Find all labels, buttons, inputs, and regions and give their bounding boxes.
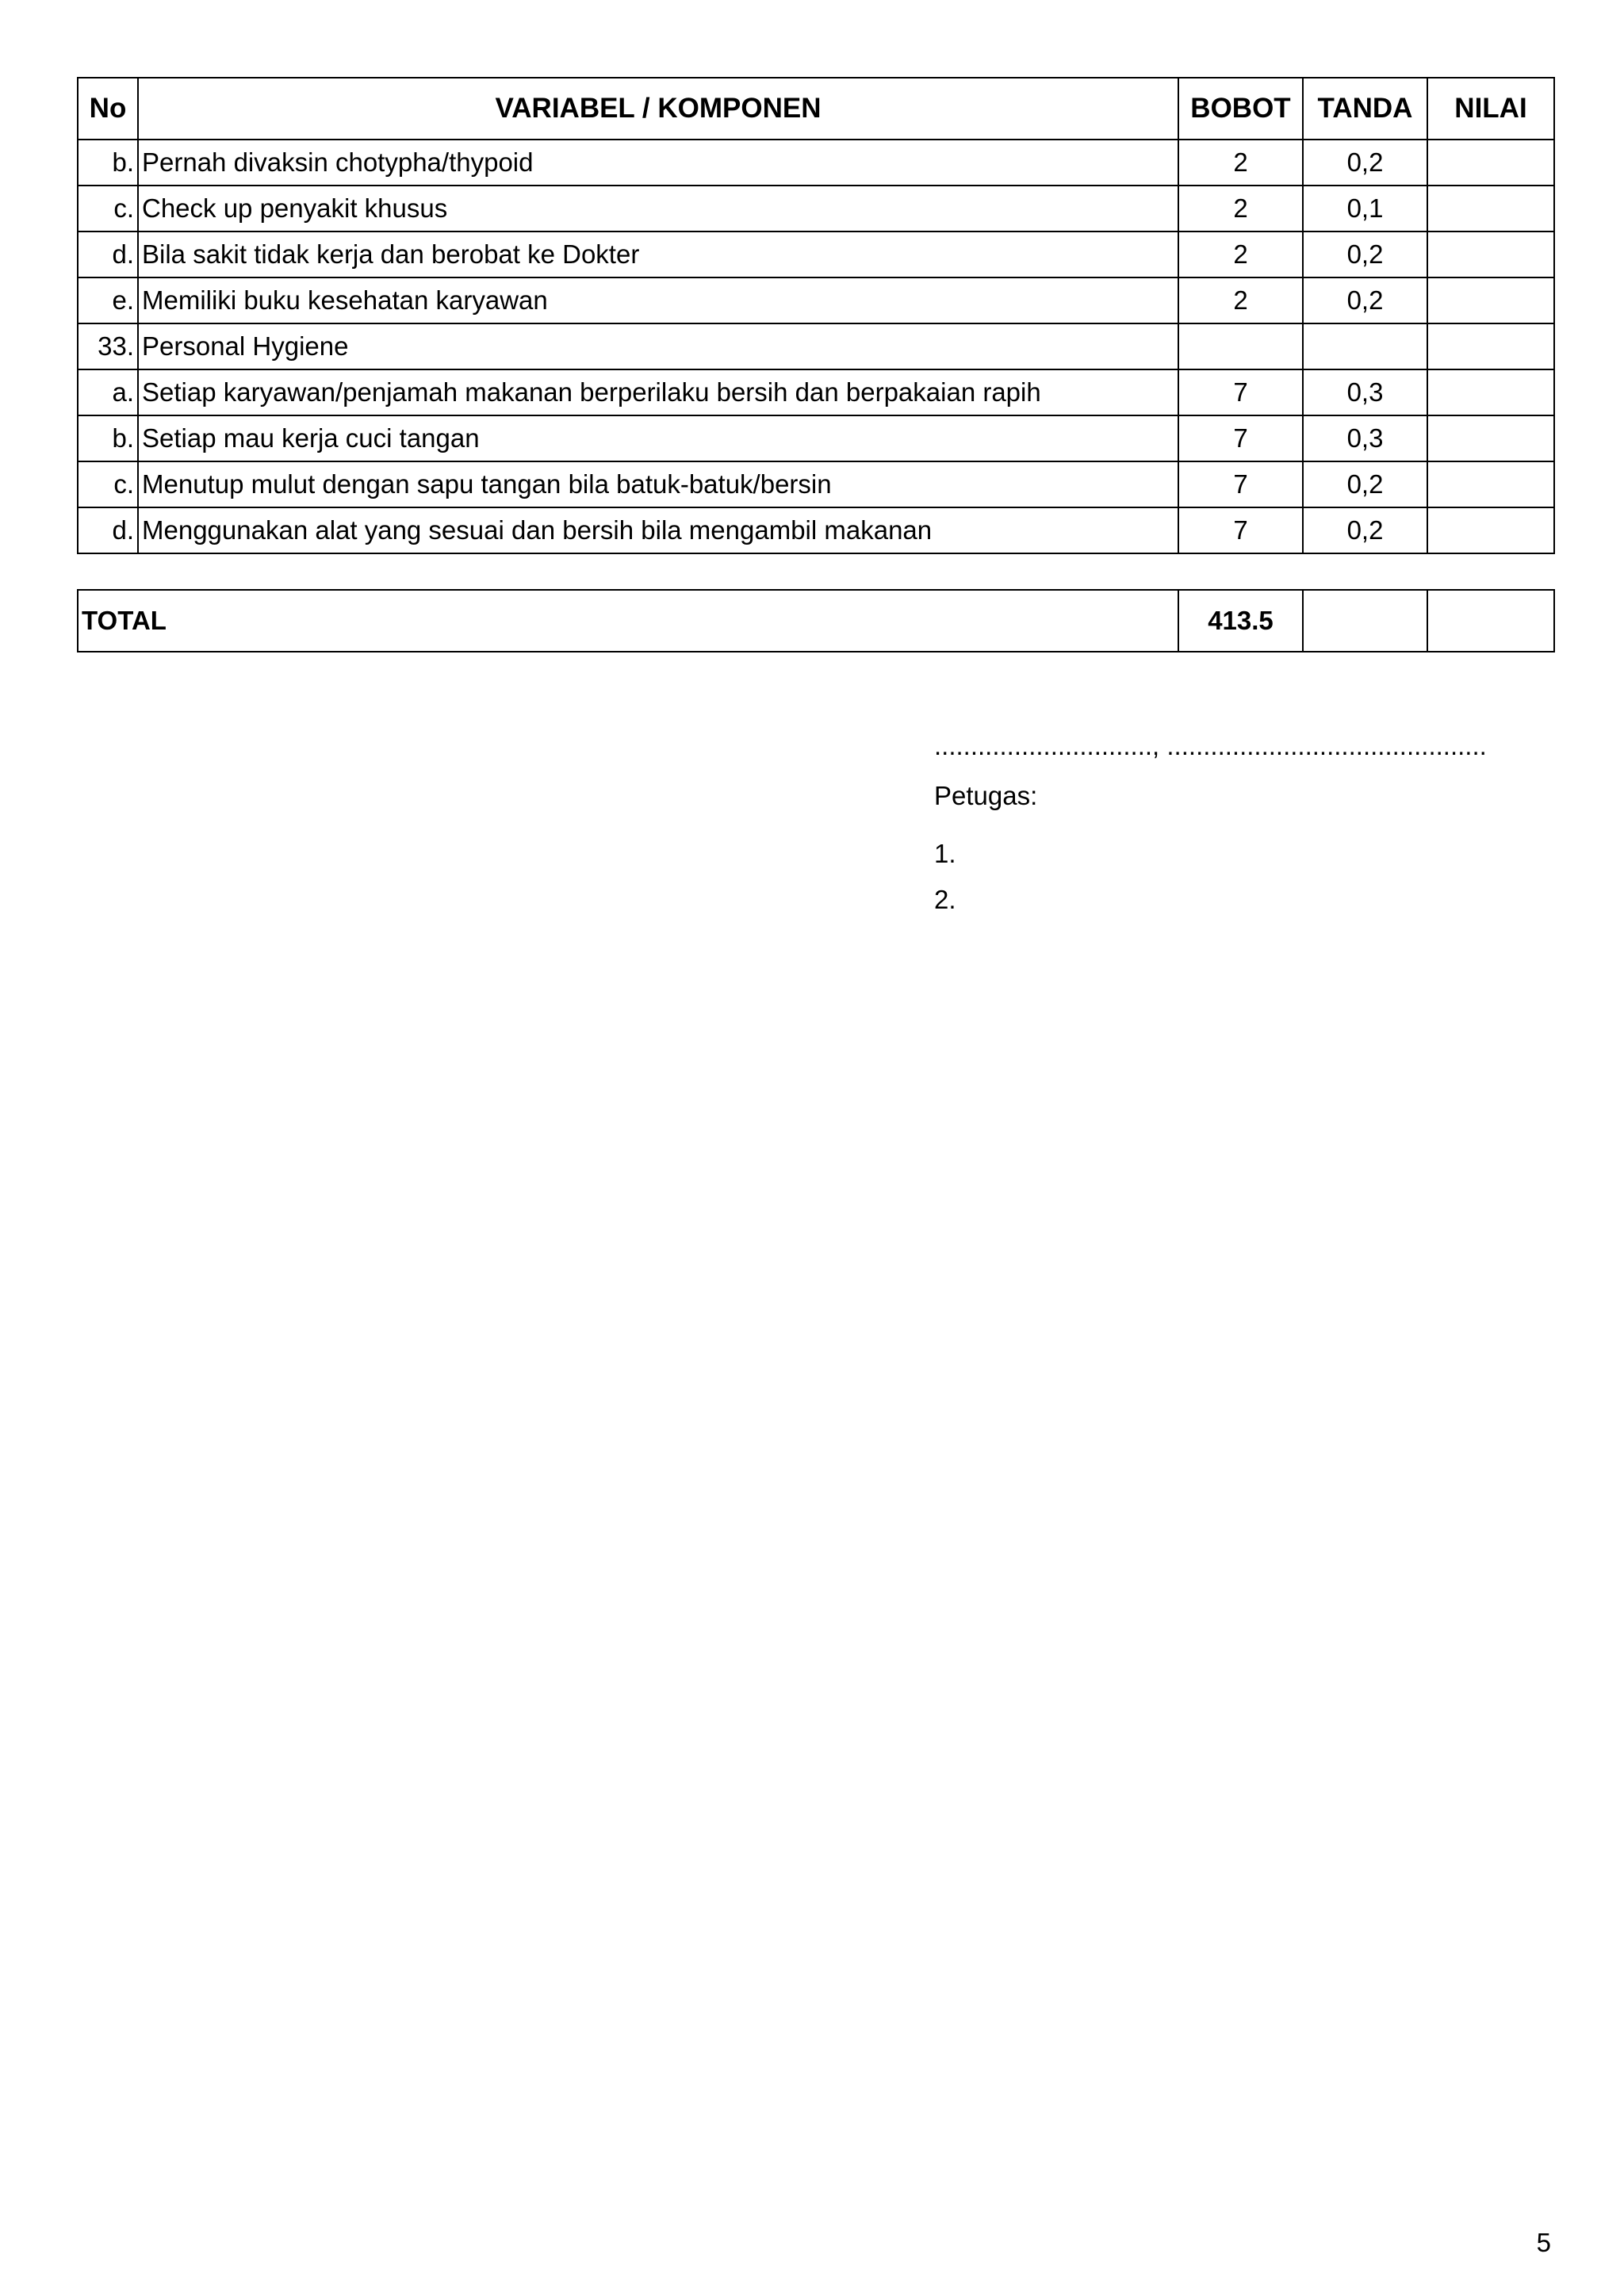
row-nilai[interactable] [1427,277,1554,323]
page-number: 5 [1536,2228,1551,2257]
row-bobot: 7 [1178,415,1303,461]
row-no: 33. [78,323,138,369]
row-bobot [1178,323,1303,369]
total-row [78,590,1554,652]
table-row [78,232,1554,277]
header-bobot: BOBOT [1178,78,1303,140]
row-nilai[interactable] [1427,186,1554,232]
total-table [77,589,1555,652]
row-tanda: 0,2 [1303,461,1427,507]
row-tanda: 0,1 [1303,186,1427,232]
row-nilai[interactable] [1427,415,1554,461]
row-no: c. [78,186,138,232]
row-tanda: 0,2 [1303,140,1427,186]
row-no: b. [78,140,138,186]
total-bobot: 413.5 [1178,590,1303,652]
row-nilai[interactable] [1427,369,1554,415]
row-no: d. [78,232,138,277]
row-nilai[interactable] [1427,323,1554,369]
row-text: Setiap karyawan/penjamah makanan berperilaku bersih dan berpakaian rapih [138,369,1178,415]
table-row [78,415,1554,461]
row-nilai[interactable] [1427,507,1554,553]
table-row [78,461,1554,507]
row-no: b. [78,415,138,461]
row-tanda: 0,2 [1303,507,1427,553]
total-label: TOTAL [78,590,1178,652]
row-bobot: 7 [1178,369,1303,415]
table-row [78,186,1554,232]
row-tanda: 0,2 [1303,232,1427,277]
row-text: Menggunakan alat yang sesuai dan bersih bila mengambil makanan [138,507,1178,553]
row-nilai[interactable] [1427,140,1554,186]
row-tanda: 0,3 [1303,369,1427,415]
table-row [78,140,1554,186]
row-tanda: 0,3 [1303,415,1427,461]
table-header-row [78,78,1554,140]
table-row [78,369,1554,415]
total-tanda[interactable] [1303,590,1427,652]
table-row [78,277,1554,323]
row-text: Menutup mulut dengan sapu tangan bila batuk-batuk/bersin [138,461,1178,507]
row-nilai[interactable] [1427,232,1554,277]
row-bobot: 2 [1178,232,1303,277]
row-bobot: 2 [1178,140,1303,186]
header-variabel: VARIABEL / KOMPONEN [138,78,1178,140]
officer-item-2: 2. [934,885,956,914]
row-text: Pernah divaksin chotypha/thypoid [138,140,1178,186]
date-place-line: .............................., ............................................ [934,731,1487,760]
header-tanda: TANDA [1303,78,1427,140]
row-bobot: 7 [1178,507,1303,553]
row-text: Memiliki buku kesehatan karyawan [138,277,1178,323]
header-no: No [78,78,138,140]
row-no: a. [78,369,138,415]
assessment-table [77,77,1555,554]
total-nilai[interactable] [1427,590,1554,652]
header-nilai: NILAI [1427,78,1554,140]
row-bobot: 2 [1178,186,1303,232]
row-tanda [1303,323,1427,369]
row-tanda: 0,2 [1303,277,1427,323]
table-row-section [78,323,1554,369]
row-bobot: 2 [1178,277,1303,323]
table-row [78,507,1554,553]
officer-item-1: 1. [934,839,956,868]
row-text: Setiap mau kerja cuci tangan [138,415,1178,461]
row-text: Check up penyakit khusus [138,186,1178,232]
row-bobot: 7 [1178,461,1303,507]
row-nilai[interactable] [1427,461,1554,507]
officer-label: Petugas: [934,781,1038,810]
row-text: Personal Hygiene [138,323,1178,369]
row-no: e. [78,277,138,323]
row-no: d. [78,507,138,553]
row-no: c. [78,461,138,507]
row-text: Bila sakit tidak kerja dan berobat ke Dokter [138,232,1178,277]
